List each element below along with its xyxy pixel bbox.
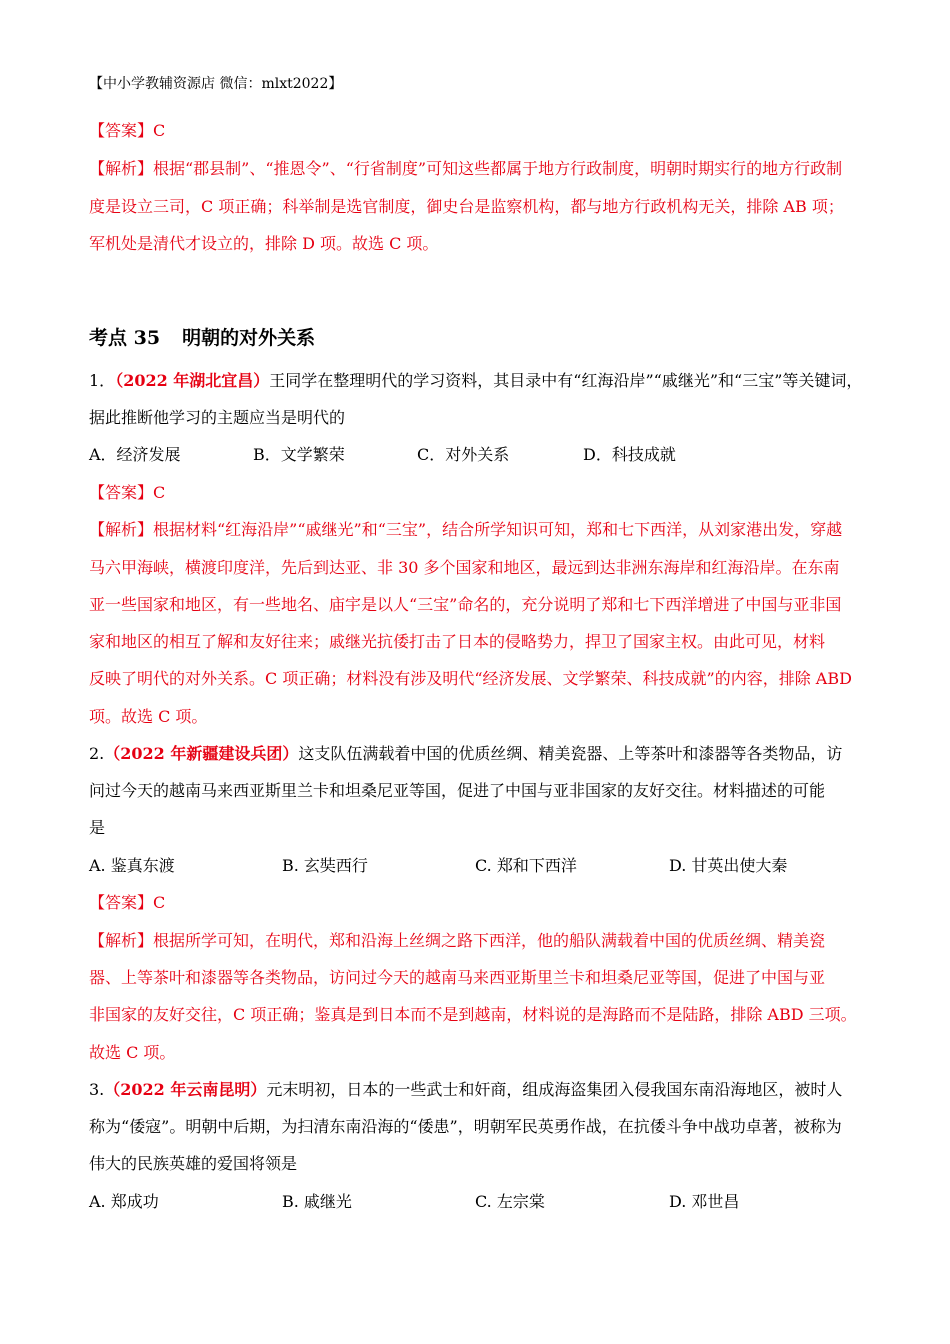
question-3-text: 伟大的民族英雄的爱国将领是 (89, 1154, 298, 1173)
question-text: 这支队伍满载着中国的优质丝绸、精美瓷器、上等茶叶和漆器等各类物品，访 (298, 744, 843, 763)
option-a: A．经济发展 (89, 445, 181, 464)
question-2-line (89, 743, 842, 765)
section-label: 考点 35 (89, 327, 161, 349)
question-1-options (89, 444, 889, 466)
question-1-analysis-line: 反映了明代的对外关系。C 项正确；材料没有涉及明代“经济发展、文学繁荣、科技成就”的内容，排除 ABD (89, 669, 852, 688)
option-c: C. 左宗棠 (475, 1192, 545, 1211)
section-heading (89, 325, 315, 351)
prev-analysis-line: 度是设立三司，C 项正确；科举制是选官制度，御史台是监察机构，都与地方行政机构无关，排除 AB 项； (89, 197, 844, 216)
question-number: 2. (89, 744, 105, 763)
option-a: A. 郑成功 (89, 1192, 159, 1211)
prev-analysis-line: 军机处是清代才设立的，排除 D 项。故选 C 项。 (89, 234, 439, 253)
question-number: 3. (89, 1080, 105, 1099)
question-2-analysis-line: 【解析】根据所学可知，在明代，郑和沿海上丝绸之路下西洋，他的船队满载着中国的优质丝绸、精美瓷 (89, 931, 826, 950)
question-1-analysis-line: 亚一些国家和地区，有一些地名、庙宇是以人“三宝”命名的，充分说明了郑和七下西洋增进了中国与亚非国 (89, 595, 842, 614)
question-text: 王同学在整理明代的学习资料，其目录中有“红海沿岸”“戚继光”和“三宝”等关键词， (269, 371, 863, 390)
question-source: （2022 年湖北宜昌） (115, 371, 270, 390)
option-c: C．对外关系 (417, 445, 510, 464)
question-3-text: 称为“倭寇”。明朝中后期，为扫清东南沿海的“倭患”，明朝军民英勇作战，在抗倭斗争中战功卓著，被称为 (89, 1117, 842, 1136)
question-2-analysis-line: 非国家的友好交往，C 项正确；鉴真是到日本而不是到越南，材料说的是海路而不是陆路，排除 ABD 三项。 (89, 1005, 857, 1024)
option-b: B. 玄奘西行 (282, 856, 368, 875)
question-2-analysis-line: 故选 C 项。 (89, 1043, 176, 1062)
question-2-answer: 【答案】C (89, 893, 166, 912)
question-1-analysis-line: 项。故选 C 项。 (89, 707, 208, 726)
question-1-analysis-line: 【解析】根据材料“红海沿岸”“戚继光”和“三宝”，结合所学知识可知，郑和七下西洋，从刘家港出发，穿越 (89, 520, 843, 539)
option-b: B. 戚继光 (282, 1192, 352, 1211)
option-b: B．文学繁荣 (253, 445, 345, 464)
question-1-text: 据此推断他学习的主题应当是明代的 (89, 408, 346, 427)
question-source: （2022 年云南昆明） (104, 1080, 267, 1099)
option-d: D. 邓世昌 (669, 1192, 740, 1211)
prev-answer: 【答案】C (89, 121, 166, 140)
question-1-analysis-line: 马六甲海峡，横渡印度洋，先后到达亚、非 30 多个国家和地区，最远到达非洲东海岸和红海沿岸。在东南 (89, 558, 840, 577)
question-2-text: 问过今天的越南马来西亚斯里兰卡和坦桑尼亚等国，促进了中国与亚非国家的友好交往。材料描述的可能 (89, 781, 826, 800)
question-1-line (89, 370, 862, 392)
question-2-options (89, 855, 889, 877)
option-d: D. 甘英出使大秦 (669, 856, 788, 875)
section-title: 明朝的对外关系 (182, 327, 316, 349)
option-d: D．科技成就 (583, 445, 676, 464)
prev-analysis-line: 【解析】根据“郡县制”、“推恩令”、“行省制度”可知这些都属于地方行政制度，明朝时期实行的地方行政制 (89, 159, 843, 178)
question-2-analysis-line: 器、上等茶叶和漆器等各类物品，访问过今天的越南马来西亚斯里兰卡和坦桑尼亚等国，促进了中国与亚 (89, 968, 826, 987)
page-header: 【中小学教辅资源店 微信：mlxt2022】 (89, 76, 343, 92)
option-c: C. 郑和下西洋 (475, 856, 577, 875)
question-number: 1． (89, 371, 116, 390)
question-3-options (89, 1191, 889, 1213)
question-3-line (89, 1079, 842, 1101)
question-1-answer: 【答案】C (89, 483, 166, 502)
question-1-analysis-line: 家和地区的相互了解和友好往来；戚继光抗倭打击了日本的侵略势力，捍卫了国家主权。由此可见，材料 (89, 632, 826, 651)
question-source: （2022 年新疆建设兵团） (104, 744, 299, 763)
option-a: A. 鉴真东渡 (89, 856, 175, 875)
question-text: 元末明初，日本的一些武士和奸商，组成海盗集团入侵我国东南沿海地区，被时人 (266, 1080, 843, 1099)
question-2-text: 是 (89, 818, 106, 837)
